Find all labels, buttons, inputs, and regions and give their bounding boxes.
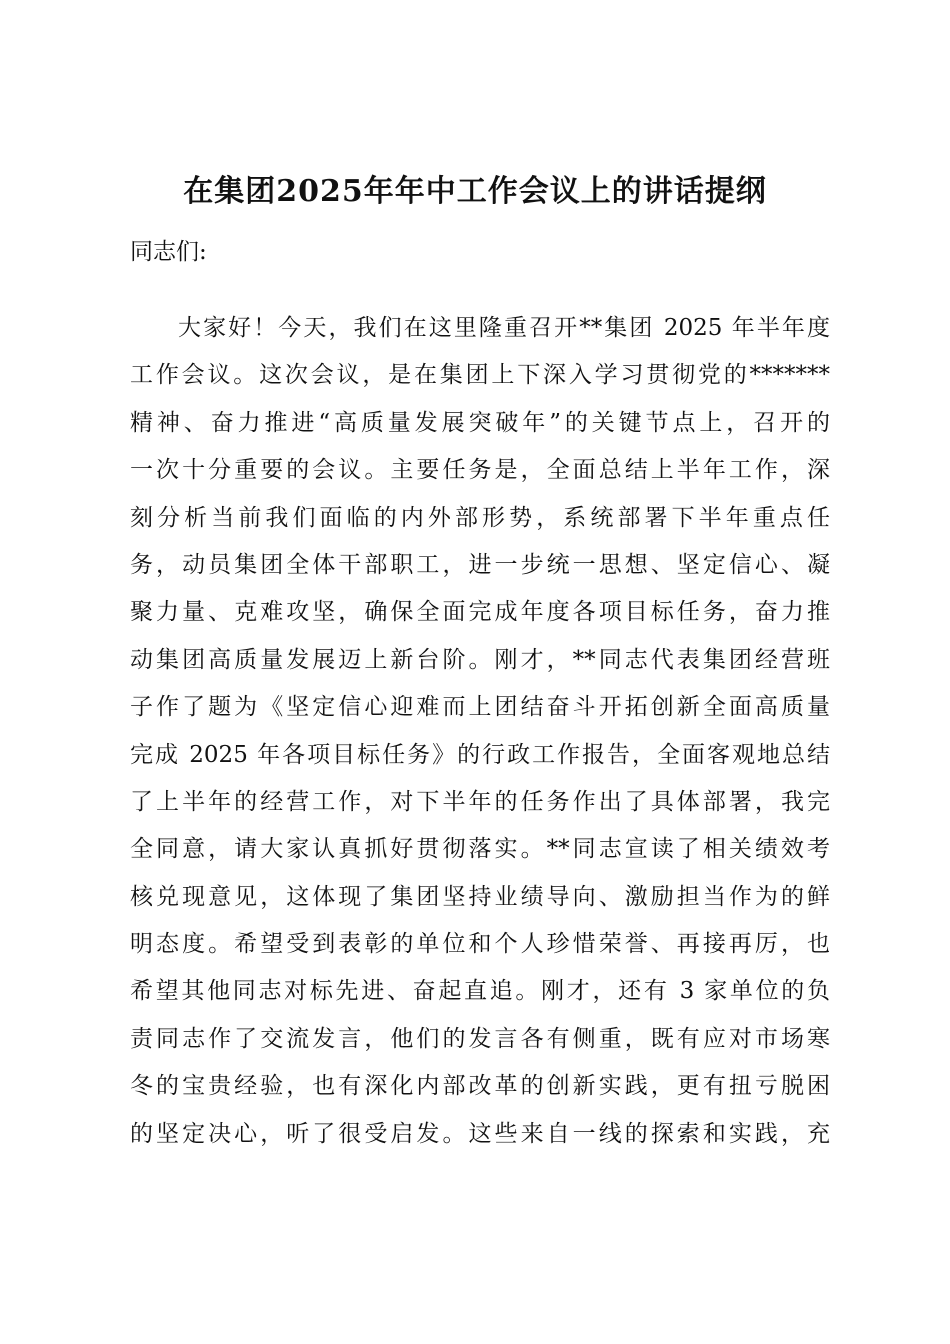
paragraph-line: 子作了题为《坚定信心迎难而上团结奋斗开拓创新全面高质量 bbox=[130, 694, 830, 721]
paragraph-line: 动集团高质量发展迈上新台阶。刚才，**同志代表集团经营班 bbox=[130, 646, 830, 673]
paragraph-line: 精神、奋力推进“高质量发展突破年”的关键节点上，召开的 bbox=[130, 409, 830, 436]
paragraph-line: 聚力量、克难攻坚，确保全面完成年度各项目标任务，奋力推 bbox=[130, 599, 830, 626]
greeting: 同志们: bbox=[130, 239, 207, 265]
paragraph-line: 工作会议。这次会议，是在集团上下深入学习贯彻党的******* bbox=[130, 362, 830, 389]
paragraph-line: 的坚定决心，听了很受启发。这些来自一线的探索和实践，充 bbox=[130, 1120, 830, 1147]
paragraph-line: 刻分析当前我们面临的内外部形势，系统部署下半年重点任 bbox=[130, 504, 830, 531]
paragraph-line: 明态度。希望受到表彰的单位和个人珍惜荣誉、再接再厉，也 bbox=[130, 931, 830, 958]
paragraph-line: 一次十分重要的会议。主要任务是，全面总结上半年工作，深 bbox=[130, 457, 830, 484]
paragraph-line: 冬的宝贵经验，也有深化内部改革的创新实践，更有扭亏脱困 bbox=[130, 1073, 830, 1100]
document-body bbox=[130, 305, 830, 1158]
paragraph-line: 责同志作了交流发言，他们的发言各有侧重，既有应对市场寒 bbox=[130, 1025, 830, 1052]
paragraph-line: 全同意，请大家认真抓好贯彻落实。**同志宣读了相关绩效考 bbox=[130, 836, 830, 863]
paragraph-line: 核兑现意见，这体现了集团坚持业绩导向、激励担当作为的鲜 bbox=[130, 883, 830, 910]
paragraph-line: 务，动员集团全体干部职工，进一步统一思想、坚定信心、凝 bbox=[130, 551, 830, 578]
paragraph-line: 了上半年的经营工作，对下半年的任务作出了具体部署，我完 bbox=[130, 788, 830, 815]
document-title: 在集团2025年年中工作会议上的讲话提纲 bbox=[183, 174, 767, 209]
paragraph-line: 希望其他同志对标先进、奋起直追。刚才，还有 3 家单位的负 bbox=[130, 978, 830, 1005]
paragraph-line: 大家好！今天，我们在这里隆重召开**集团 2025 年半年度 bbox=[178, 315, 830, 341]
paragraph-line: 完成 2025 年各项目标任务》的行政工作报告，全面客观地总结 bbox=[130, 741, 830, 768]
